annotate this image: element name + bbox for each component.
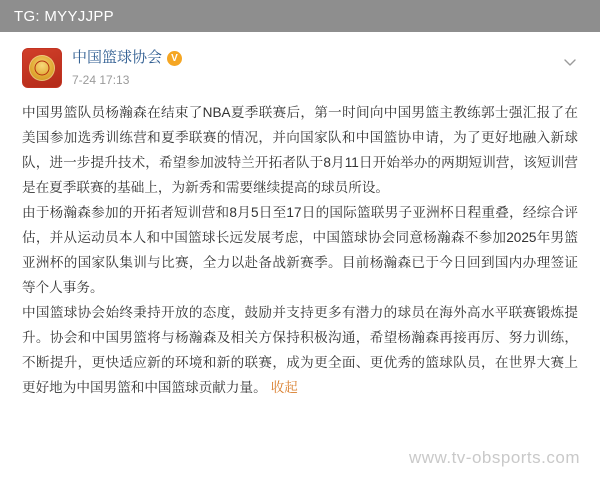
telegram-banner <box>0 0 600 32</box>
post-body <box>22 100 578 400</box>
weibo-post-card <box>0 32 600 480</box>
telegram-handle-label: TG: MYYJJPP <box>14 7 114 25</box>
post-paragraph: 中国男篮队员杨瀚森在结束了NBA夏季联赛后，第一时间向中国男篮主教练郭士强汇报了在美国参加选秀训练营和夏季联赛的情况，并向国家队和中国篮协申请，为了更好地融入新球队，进一步提升技术，希望参加波特兰开拓者队于8月11日开始举办的两期短训营，该短训营是在夏季联赛的基础上，为新秀和需要继续提高的球员所设。 <box>22 105 578 195</box>
account-name[interactable]: 中国篮球协会 <box>72 49 163 66</box>
basketball-association-emblem-icon <box>29 55 55 81</box>
post-timestamp: 7-24 17:13 <box>72 73 130 87</box>
chevron-down-icon[interactable] <box>562 54 578 70</box>
post-paragraph-text: 中国篮球协会始终秉持开放的态度，鼓励并支持更多有潜力的球员在海外高水平联赛锻炼提升。协会和中国男篮将与杨瀚森及相关方保持积极沟通，希望杨瀚森再接再厉、努力训练，不断提升，更快适应新的环境和新的联赛，成为更全面、更优秀的篮球队员，在世界大赛上更好地为中国男篮和中国篮球贡献力量。 <box>22 305 578 395</box>
site-watermark: www.tv-obsports.com <box>408 448 580 467</box>
collapse-link[interactable]: 收起 <box>270 380 298 395</box>
author-name-row <box>72 48 182 68</box>
verified-badge-icon: V <box>167 51 182 66</box>
post-author-block <box>72 46 182 87</box>
avatar[interactable] <box>22 48 62 88</box>
post-paragraph: 由于杨瀚森参加的开拓者短训营和8月5日至17日的国际篮联男子亚洲杯日程重叠，经综合评估，并从运动员本人和中国篮球长远发展考虑，中国篮球协会同意杨瀚森不参加2025年男篮亚洲杯的国家队集训与比赛，全力以赴备战新赛季。目前杨瀚森已于今日回到国内办理签证等个人事务。 <box>22 205 578 295</box>
post-paragraph-last <box>22 300 578 400</box>
post-header <box>22 46 578 88</box>
